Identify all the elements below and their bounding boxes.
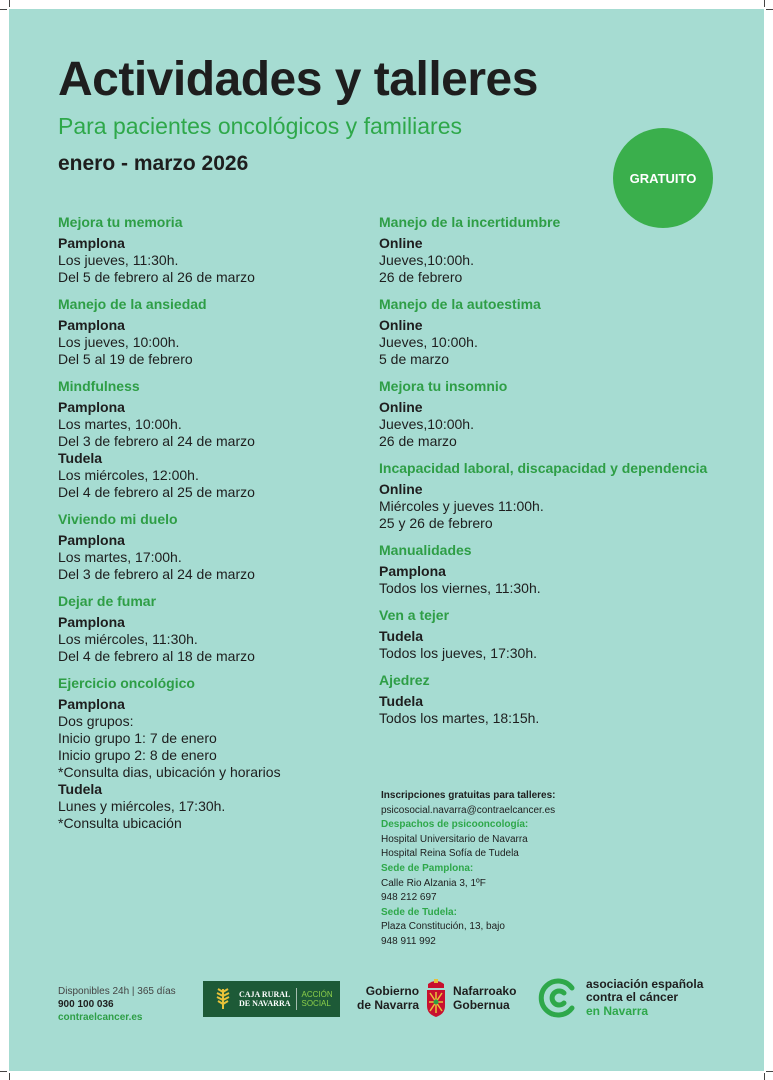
activity-item	[379, 541, 707, 597]
gobierno-spanish	[357, 984, 419, 1012]
activity-item	[58, 510, 281, 583]
page-title: Actividades y talleres	[58, 53, 538, 106]
gobierno-line: Gobernua	[453, 998, 510, 1012]
free-badge-label: GRATUITO	[629, 170, 697, 186]
pamplona-address: Calle Rio Alzania 3, 1ºF	[381, 877, 486, 889]
caja-rural-line: DE NAVARRA	[239, 999, 291, 1008]
crop-mark	[0, 9, 7, 10]
activity-detail: Los miércoles, 11:30h.	[58, 631, 198, 647]
activity-detail: 26 de marzo	[379, 433, 457, 449]
activity-detail: Los jueves, 10:00h.	[58, 334, 180, 350]
navarra-shield-icon	[425, 978, 447, 1018]
activity-detail: Del 3 de febrero al 24 de marzo	[58, 433, 255, 449]
activity-detail: Del 3 de febrero al 24 de marzo	[58, 566, 255, 582]
gobierno-basque	[453, 984, 516, 1012]
crop-mark	[9, 0, 10, 7]
activity-location: Tudela	[58, 781, 103, 797]
pamplona-heading: Sede de Pamplona:	[381, 862, 474, 874]
activity-detail: Los jueves, 11:30h.	[58, 252, 179, 268]
activity-detail: 26 de febrero	[379, 269, 463, 285]
activity-location: Pamplona	[58, 317, 125, 333]
activity-detail: Inicio grupo 1: 7 de enero	[58, 730, 217, 746]
activity-title: Ven a tejer	[379, 607, 450, 623]
activity-detail: Los miércoles, 12:00h.	[58, 467, 199, 483]
activity-detail: Del 4 de febrero al 25 de marzo	[58, 484, 255, 500]
gobierno-line: de Navarra	[357, 998, 420, 1012]
activity-item	[379, 213, 707, 286]
activity-detail: 5 de marzo	[379, 351, 450, 367]
activity-detail: Los martes, 10:00h.	[58, 416, 182, 432]
activity-item	[58, 592, 281, 665]
aecc-name	[586, 978, 703, 1019]
crop-mark	[766, 9, 773, 10]
contact-email[interactable]: psicosocial.navarra@contraelcancer.es	[381, 804, 556, 816]
activity-title: Viviendo mi duelo	[58, 511, 178, 527]
activity-detail: Todos los jueves, 17:30h.	[379, 645, 537, 661]
activity-item	[379, 606, 707, 662]
wheat-icon	[211, 987, 235, 1011]
activity-detail: Todos los martes, 18:15h.	[379, 710, 540, 726]
activity-location: Tudela	[379, 628, 424, 644]
crop-mark	[0, 1071, 7, 1072]
aecc-line: contra el cáncer	[586, 990, 679, 1005]
accion-social-label	[302, 990, 333, 1008]
activity-title: Ajedrez	[379, 672, 430, 688]
website-link[interactable]: contraelcancer.es	[58, 1012, 143, 1023]
aecc-symbol-icon	[536, 976, 580, 1020]
logo-divider	[296, 988, 297, 1010]
activity-location: Pamplona	[58, 532, 125, 548]
date-range: enero - marzo 2026	[58, 152, 249, 175]
activity-location: Pamplona	[58, 399, 125, 415]
activity-detail: Lunes y miércoles, 17:30h.	[58, 798, 226, 814]
activity-item	[58, 295, 281, 368]
caja-rural-logo	[203, 981, 340, 1017]
activity-item	[379, 671, 707, 727]
activity-location: Tudela	[379, 693, 424, 709]
activity-detail: Del 4 de febrero al 18 de marzo	[58, 648, 255, 664]
aecc-logo	[536, 976, 703, 1020]
activity-title: Manejo de la ansiedad	[58, 296, 207, 312]
activity-detail: Del 5 de febrero al 26 de marzo	[58, 269, 255, 285]
activity-item	[58, 377, 281, 501]
activity-location: Pamplona	[58, 696, 125, 712]
office-item: Hospital Reina Sofía de Tudela	[381, 848, 519, 860]
activity-title: Manejo de la autoestima	[379, 296, 541, 312]
crop-mark	[764, 1073, 765, 1080]
crop-mark	[9, 1073, 10, 1080]
activity-detail: *Consulta ubicación	[58, 815, 182, 831]
tudela-phone[interactable]: 948 911 992	[381, 935, 436, 947]
activity-title: Manejo de la incertidumbre	[379, 214, 561, 230]
activity-detail: Miércoles y jueves 11:00h.	[379, 498, 544, 514]
caja-rural-line: CAJA RURAL	[239, 990, 291, 999]
activity-detail: 25 y 26 de febrero	[379, 515, 493, 531]
left-activities-column	[58, 213, 281, 841]
activity-title: Mejora tu memoria	[58, 214, 183, 230]
pamplona-phone[interactable]: 948 212 697	[381, 892, 437, 904]
inscriptions-heading: Inscripciones gratuitas para talleres:	[381, 790, 556, 801]
crop-mark	[764, 0, 765, 7]
activity-detail: Todos los viernes, 11:30h.	[379, 580, 541, 596]
gobierno-navarra-logo	[357, 978, 516, 1018]
activity-detail: Del 5 al 19 de febrero	[58, 351, 193, 367]
tudela-address: Plaza Constitución, 13, bajo	[381, 921, 505, 933]
caja-rural-name	[239, 990, 291, 1008]
activity-detail: Jueves,10:00h.	[379, 416, 474, 432]
activity-location: Pamplona	[58, 614, 125, 630]
activity-location: Online	[379, 481, 423, 497]
activity-detail: Los martes, 17:00h.	[58, 549, 182, 565]
activity-item	[58, 674, 281, 832]
aecc-region: en Navarra	[586, 1003, 649, 1018]
activity-location: Pamplona	[379, 563, 446, 579]
accion-line: ACCIÓN	[301, 990, 333, 999]
inscriptions-info	[381, 789, 556, 950]
activity-detail: Inicio grupo 2: 8 de enero	[58, 747, 217, 763]
activity-title: Mejora tu insomnio	[379, 378, 508, 394]
footer-contact	[58, 985, 176, 1024]
activity-title: Manualidades	[379, 542, 472, 558]
activity-title: Ejercicio oncológico	[58, 675, 195, 691]
gobierno-line: Gobierno	[365, 984, 420, 998]
offices-heading: Despachos de psicooncología:	[381, 819, 529, 831]
gobierno-line: Nafarroako	[453, 984, 517, 998]
activity-detail: Dos grupos:	[58, 713, 134, 729]
activity-location: Online	[379, 317, 423, 333]
activity-location: Online	[379, 235, 423, 251]
right-activities-column	[379, 213, 707, 736]
activity-location: Pamplona	[58, 235, 125, 251]
activity-item	[379, 377, 707, 450]
activity-detail: *Consulta dias, ubicación y horarios	[58, 764, 281, 780]
activity-item	[379, 459, 707, 532]
activity-location: Tudela	[58, 450, 103, 466]
subtitle: Para pacientes oncológicos y familiares	[58, 113, 462, 139]
crop-mark	[766, 1071, 773, 1072]
activity-item	[379, 295, 707, 368]
availability-text: Disponibles 24h | 365 días	[58, 986, 176, 997]
activity-title: Incapacidad laboral, discapacidad y dependencia	[379, 460, 708, 476]
activity-location: Online	[379, 399, 423, 415]
activity-item	[58, 213, 281, 286]
aecc-line: asociación española	[586, 976, 704, 991]
activity-title: Dejar de fumar	[58, 593, 157, 609]
activity-title: Mindfulness	[58, 378, 140, 394]
activity-detail: Jueves,10:00h.	[379, 252, 474, 268]
helpline-phone[interactable]: 900 100 036	[58, 999, 114, 1010]
office-item: Hospital Universitario de Navarra	[381, 833, 528, 845]
tudela-heading: Sede de Tudela:	[381, 906, 457, 918]
activity-detail: Jueves, 10:00h.	[379, 334, 478, 350]
accion-line: SOCIAL	[301, 999, 331, 1008]
